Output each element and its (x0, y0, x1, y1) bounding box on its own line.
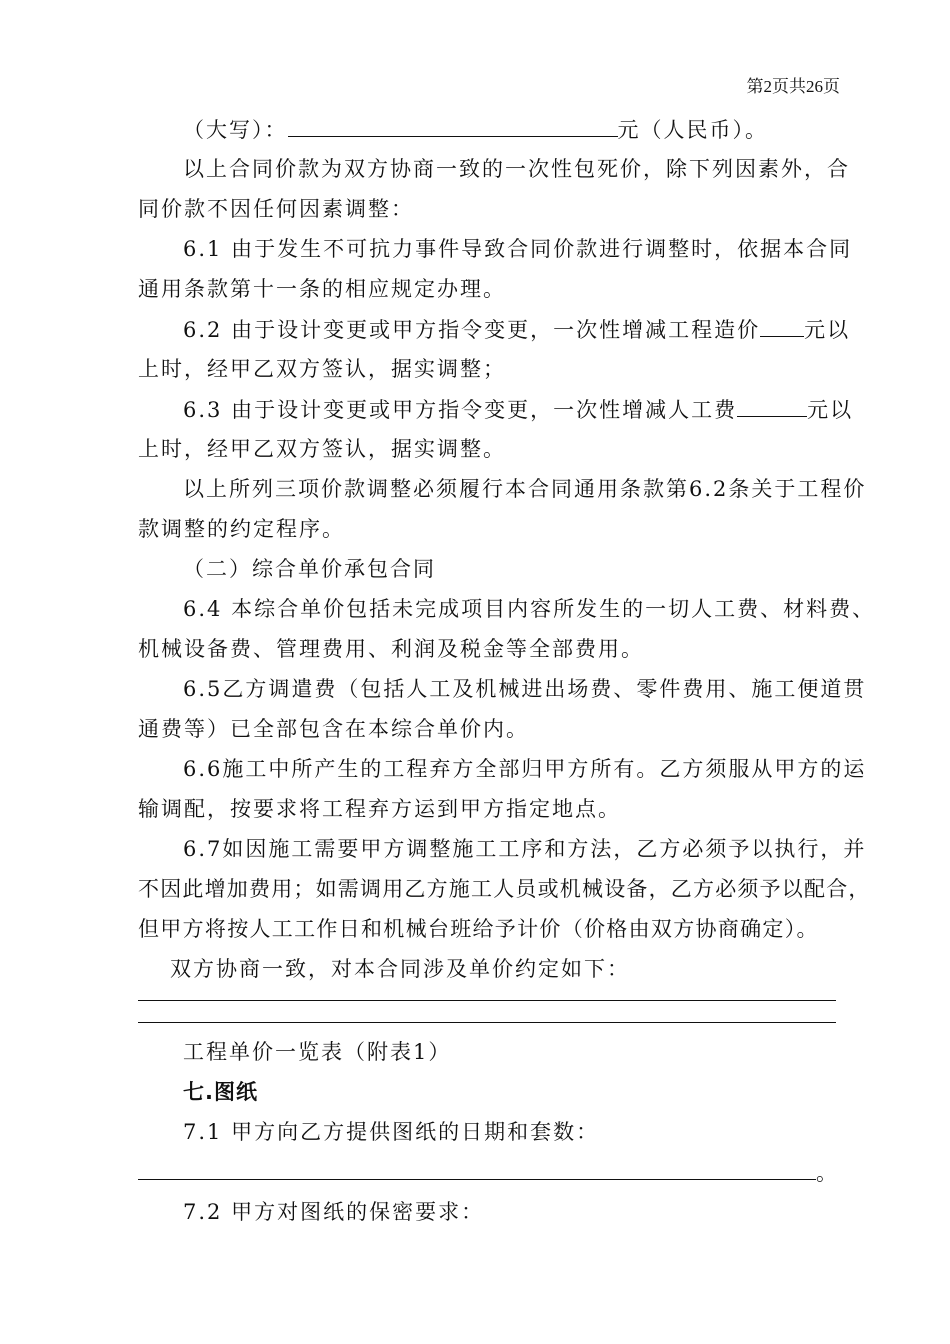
period: 。 (816, 1161, 839, 1185)
section-heading-drawings: 七.图纸 (183, 1080, 258, 1104)
clause-6-2 (183, 316, 850, 343)
clause-6-4-cont: 机械设备费、管理费用、利润及税金等全部费用。 (138, 637, 644, 661)
clause-6-1: 6.1 由于发生不可抗力事件导致合同价款进行调整时，依据本合同 (183, 237, 853, 261)
clause-6-2-cont: 上时，经甲乙双方签认，据实调整； (138, 357, 506, 381)
paragraph-line: 双方协商一致，对本合同涉及单价约定如下： (170, 957, 630, 981)
cost-threshold-blank (760, 316, 804, 337)
clause-6-5-cont: 通费等）已全部包含在本综合单价内。 (138, 717, 529, 741)
clause-6-5: 6.5乙方调遣费（包括人工及机械进出场费、零件费用、施工便道贯 (183, 677, 867, 701)
paragraph-line: 以上合同价款为双方协商一致的一次性包死价，除下列因素外，合 (183, 157, 850, 181)
clause-7-1-answer (138, 1159, 839, 1186)
clause-6-1-cont: 通用条款第十一条的相应规定办理。 (138, 277, 506, 301)
clause-6-3-unit: 元以 (807, 398, 854, 422)
fill-in-line (138, 1022, 836, 1023)
clause-6-3-cont: 上时，经甲乙双方签认，据实调整。 (138, 437, 506, 461)
amount-in-words-blank (288, 116, 618, 137)
appendix-reference: 工程单价一览表（附表1） (183, 1040, 452, 1064)
amount-in-words-label: （大写）： (183, 118, 288, 142)
paragraph-line: 同价款不因任何因素调整： (138, 197, 414, 221)
fill-in-line (138, 1000, 836, 1001)
clause-6-7: 6.7如因施工需要甲方调整施工工序和方法，乙方必须予以执行，并 (183, 837, 867, 861)
clause-6-3 (183, 396, 853, 423)
labor-threshold-blank (737, 396, 807, 417)
clause-6-4: 6.4 本综合单价包括未完成项目内容所发生的一切人工费、材料费、 (183, 597, 876, 621)
paragraph-line: 以上所列三项价款调整必须履行本合同通用条款第6.2条关于工程价 (183, 477, 867, 501)
page-number: 第2页共26页 (746, 77, 840, 96)
clause-7-1: 7.1 甲方向乙方提供图纸的日期和套数： (183, 1120, 600, 1144)
amount-in-words-line (183, 116, 768, 143)
clause-6-7-cont: 但甲方将按人工工作日和机械台班给予计价（价格由双方协商确定）。 (138, 917, 819, 941)
paragraph-line: 款调整的约定程序。 (138, 517, 345, 541)
clause-6-6-cont: 输调配，按要求将工程弃方运到甲方指定地点。 (138, 797, 621, 821)
clause-7-2: 7.2 甲方对图纸的保密要求： (183, 1200, 485, 1224)
clause-6-2-text: 6.2 由于设计变更或甲方指令变更，一次性增减工程造价 (183, 318, 761, 342)
clause-6-3-text: 6.3 由于设计变更或甲方指令变更，一次性增减人工费 (183, 398, 738, 422)
clause-6-7-cont: 不因此增加费用；如需调用乙方施工人员或机械设备，乙方必须予以配合， (138, 877, 871, 901)
section-heading-unit-price: （二）综合单价承包合同 (183, 557, 436, 581)
drawings-date-blank (138, 1159, 816, 1180)
clause-6-2-unit: 元以 (804, 318, 851, 342)
clause-6-6: 6.6施工中所产生的工程弃方全部归甲方所有。乙方须服从甲方的运 (183, 757, 867, 781)
amount-currency-label: 元（人民币）。 (617, 118, 768, 142)
